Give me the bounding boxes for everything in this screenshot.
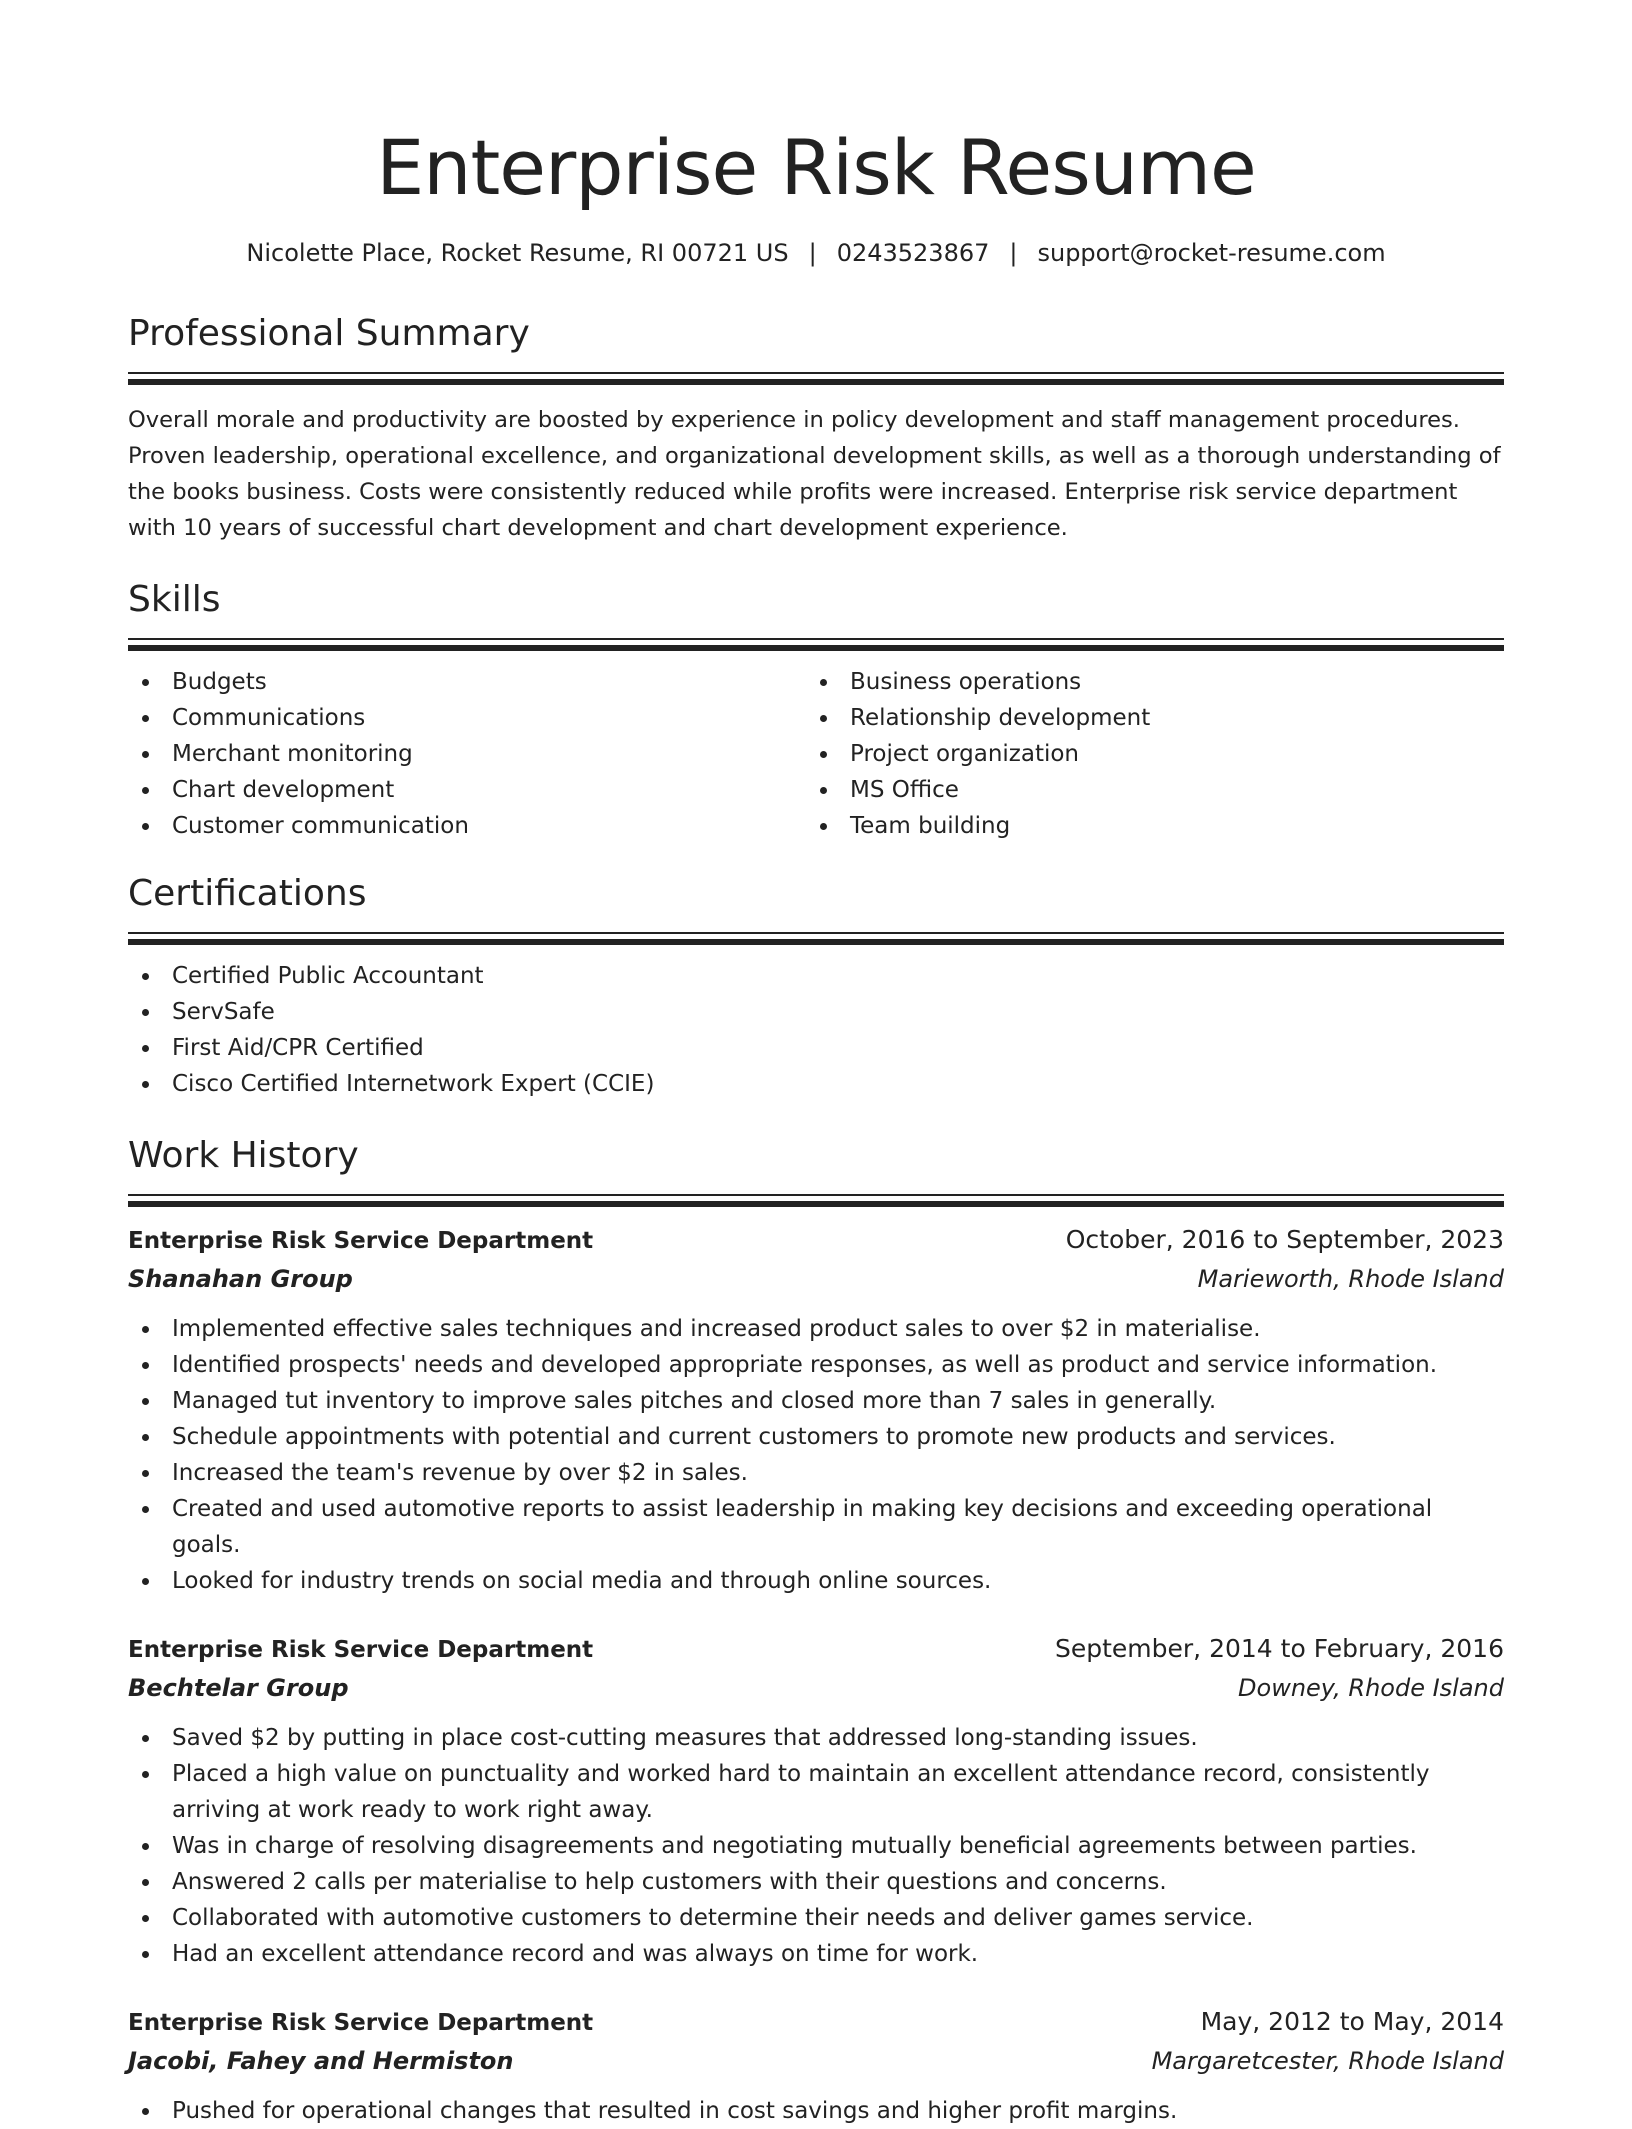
section-heading: Work History <box>128 1135 359 1176</box>
job-bullet: Pushed for operational changes that resulted in cost savings and higher profit margins. <box>128 2093 1504 2129</box>
resume-page <box>128 0 1504 2129</box>
job-bullet: Schedule appointments with potential and current customers to promote new products and services. <box>128 1419 1504 1455</box>
job-bullet: Created and used automotive reports to assist leadership in making key decisions and exceeding operational goals. <box>128 1491 1504 1563</box>
contact-phone: 0243523867 <box>836 239 990 267</box>
job-location: Marieworth, Rhode Island <box>1197 1265 1504 1293</box>
skill-item: Merchant monitoring <box>128 736 806 772</box>
section-divider <box>128 932 1504 946</box>
job-bullet: Saved $2 by putting in place cost-cutting measures that addressed long-standing issues. <box>128 1720 1504 1756</box>
job-bullet: Looked for industry trends on social media and through online sources. <box>128 1563 1504 1599</box>
certification-item: First Aid/CPR Certified <box>128 1030 1504 1066</box>
job-employer: Shanahan Group <box>128 1265 353 1293</box>
skills-list-left <box>128 664 806 844</box>
skill-item: Customer communication <box>128 808 806 844</box>
contact-address: Nicolette Place, Rocket Resume, RI 00721 US <box>246 239 789 267</box>
section-heading: Professional Summary <box>128 313 530 354</box>
contact-line <box>128 238 1504 268</box>
job-bullet: Answered 2 calls per materialise to help customers with their questions and concerns. <box>128 1864 1504 1900</box>
job-employer: Bechtelar Group <box>128 1674 349 1702</box>
certification-item: Certified Public Accountant <box>128 958 1504 994</box>
professional-summary-section <box>128 312 1504 546</box>
skill-item: Project organization <box>806 736 1484 772</box>
skills-section <box>128 578 1504 844</box>
certification-item: Cisco Certified Internetwork Expert (CCIE) <box>128 1066 1504 1102</box>
skills-grid <box>128 664 1504 844</box>
job-bullet: Identified prospects' needs and developed appropriate responses, as well as product and service information. <box>128 1347 1504 1383</box>
section-divider <box>128 1194 1504 1208</box>
certifications-section <box>128 872 1504 1102</box>
job-employer: Jacobi, Fahey and Hermiston <box>128 2047 514 2075</box>
certification-item: ServSafe <box>128 994 1504 1030</box>
job-title: Enterprise Risk Service Department <box>128 2010 594 2036</box>
skill-item: Team building <box>806 808 1484 844</box>
skill-item: MS Office <box>806 772 1484 808</box>
resume-title: Enterprise Risk Resume <box>376 123 1256 212</box>
work-history-section <box>128 1134 1504 2129</box>
skill-item: Business operations <box>806 664 1484 700</box>
section-divider <box>128 638 1504 652</box>
job-location: Margaretcester, Rhode Island <box>1151 2047 1504 2075</box>
job-bullet: Placed a high value on punctuality and worked hard to maintain an excellent attendance record, consistently arriving at work ready to work right away. <box>128 1756 1504 1828</box>
section-heading: Certifications <box>128 873 367 914</box>
skill-item: Budgets <box>128 664 806 700</box>
job-bullets <box>128 1311 1504 1599</box>
summary-text: Overall morale and productivity are boosted by experience in policy development and staff management procedures. Proven leadership, operational excellence, and organizational development skills, as well as a thorough understanding of the books business. Costs were consistently reduced while profits were increased. Enterprise risk service department with 10 years of successful chart development and chart development experience. <box>128 407 1501 541</box>
job-title: Enterprise Risk Service Department <box>128 1637 594 1663</box>
job-title: Enterprise Risk Service Department <box>128 1228 594 1254</box>
certifications-list <box>128 958 1504 1102</box>
contact-separator: | <box>1009 239 1018 267</box>
section-heading: Skills <box>128 579 221 620</box>
job-entry <box>128 1222 1504 1599</box>
job-bullet: Implemented effective sales techniques and increased product sales to over $2 in materialise. <box>128 1311 1504 1347</box>
skills-list-right <box>806 664 1484 844</box>
job-bullets <box>128 1720 1504 1972</box>
contact-email: support@rocket-resume.com <box>1037 239 1386 267</box>
job-bullet: Increased the team's revenue by over $2 in sales. <box>128 1455 1504 1491</box>
job-entry <box>128 2004 1504 2129</box>
contact-separator: | <box>808 239 817 267</box>
job-dates: October, 2016 to September, 2023 <box>1065 1225 1504 1254</box>
skill-item: Communications <box>128 700 806 736</box>
job-location: Downey, Rhode Island <box>1238 1674 1504 1702</box>
job-bullet: Collaborated with automotive customers to determine their needs and deliver games service. <box>128 1900 1504 1936</box>
job-bullet: Was in charge of resolving disagreements and negotiating mutually beneficial agreements between parties. <box>128 1828 1504 1864</box>
skill-item: Relationship development <box>806 700 1484 736</box>
job-bullets <box>128 2093 1504 2129</box>
section-divider <box>128 372 1504 386</box>
skill-item: Chart development <box>128 772 806 808</box>
job-bullet: Had an excellent attendance record and was always on time for work. <box>128 1936 1504 1972</box>
job-bullet: Managed tut inventory to improve sales pitches and closed more than 7 sales in generally. <box>128 1383 1504 1419</box>
job-entry <box>128 1631 1504 1972</box>
job-dates: September, 2014 to February, 2016 <box>1055 1634 1504 1663</box>
job-dates: May, 2012 to May, 2014 <box>1200 2007 1504 2036</box>
